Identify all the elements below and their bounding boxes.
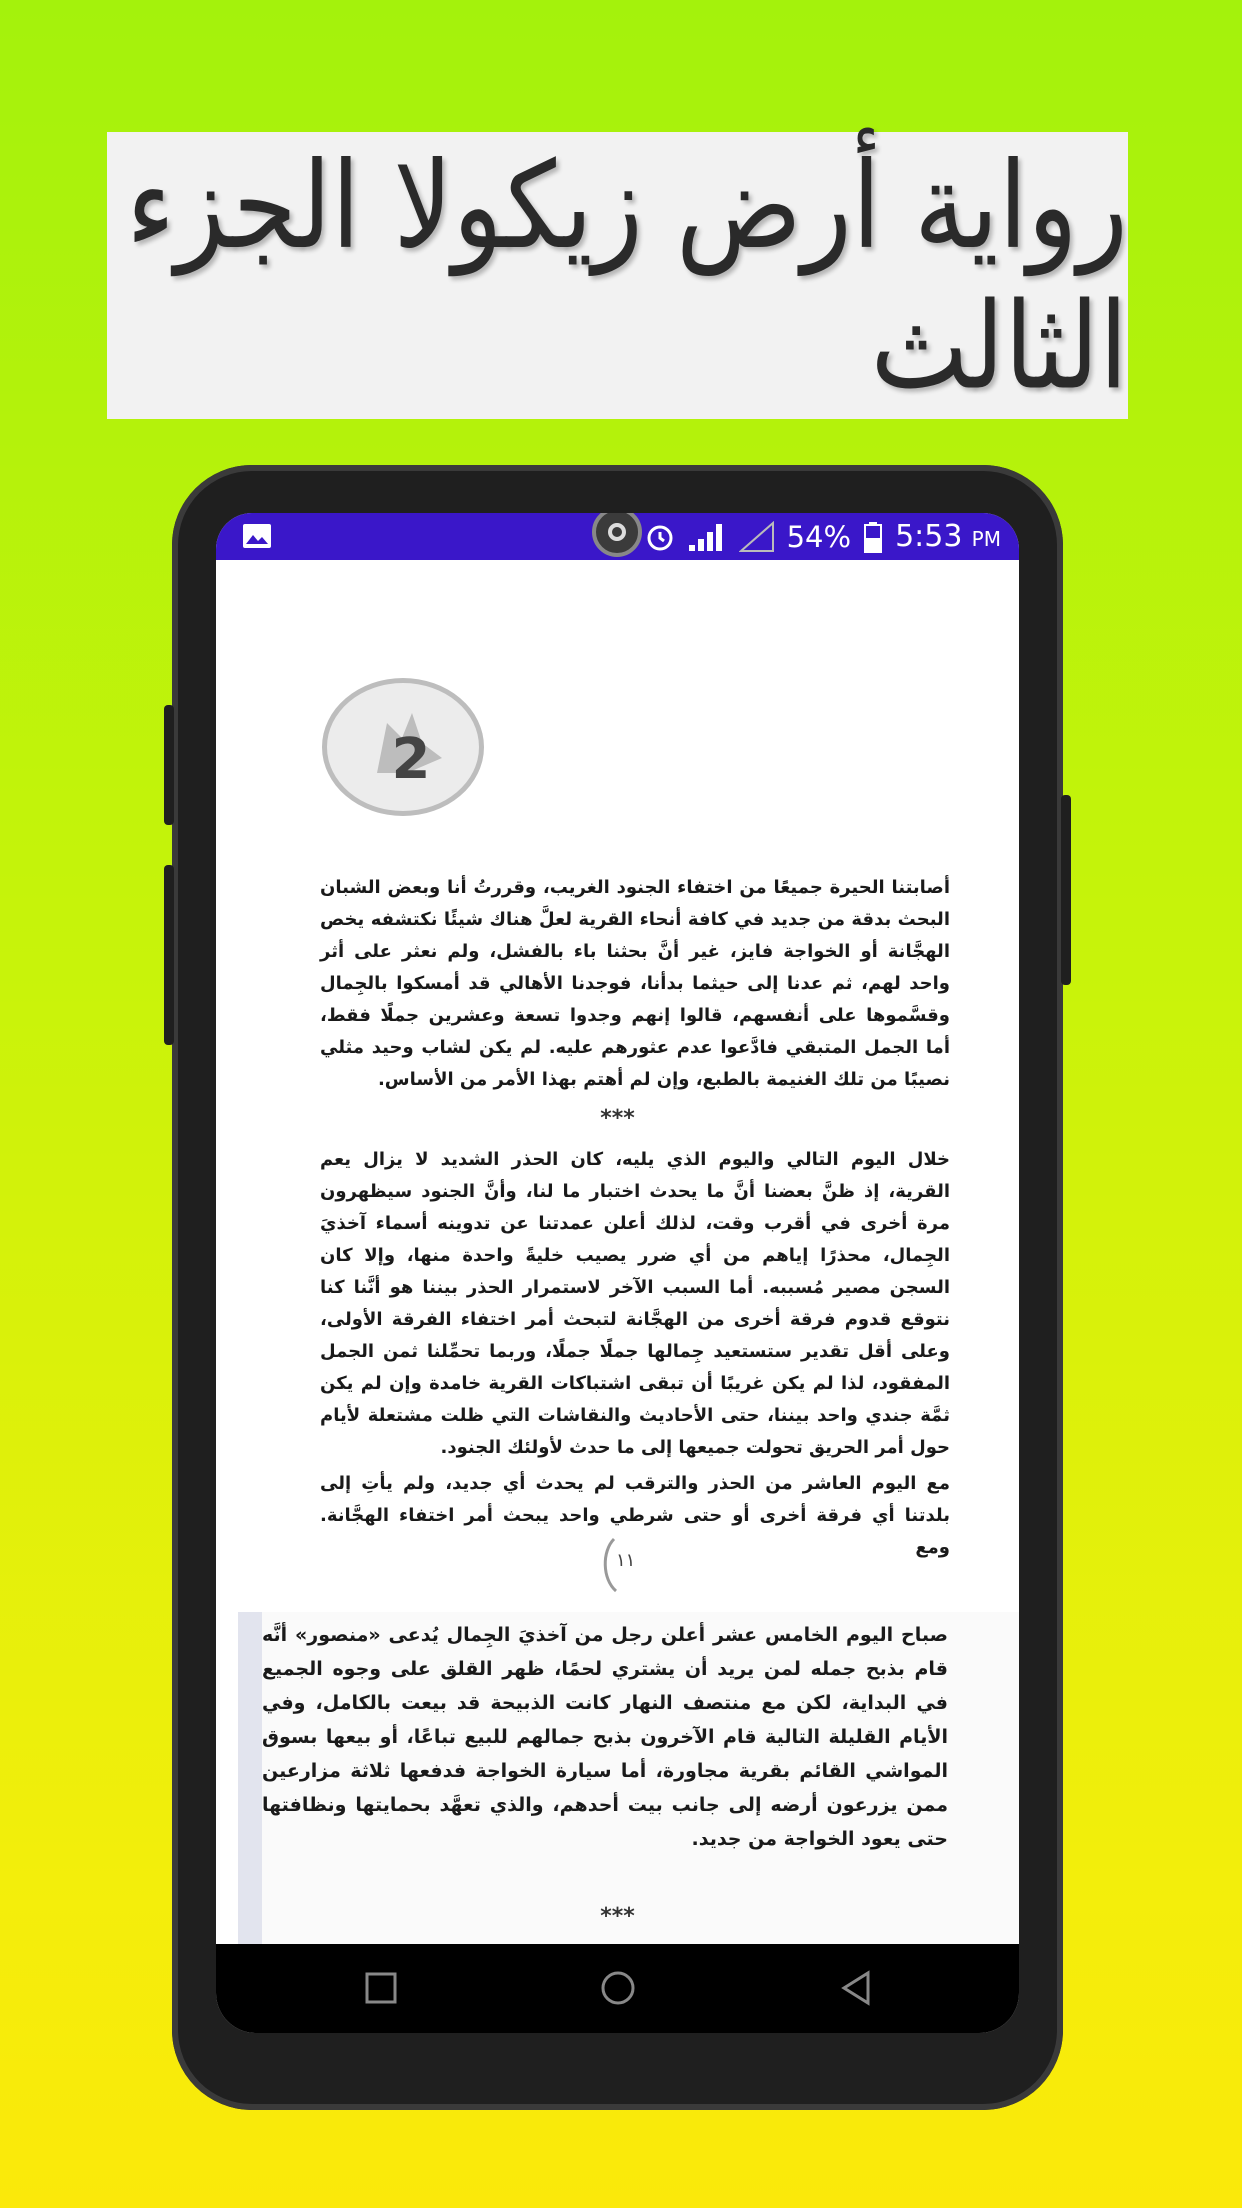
- signal-icon: [687, 521, 727, 553]
- volume-button: [164, 705, 174, 825]
- title-banner: [107, 132, 1128, 419]
- phone-screen: [216, 513, 1019, 2033]
- navigation-bar: [216, 1944, 1019, 2033]
- image-icon: [242, 523, 272, 549]
- chapter-badge: [322, 678, 484, 816]
- paragraph-1: أصابتنا الحيرة جميعًا من اختفاء الجنود الغريب، وقررتُ أنا وبعض الشبان البحث بدقة من جديد في كافة أنحاء القرية لعلَّ هناك شيئًا نكتشفه يخص الهجَّانة أو الخواجة فايز، غير أنَّ بحثنا باء بالفشل، ولم نعثر على أثر واحد لهم، ثم عدنا إلى حيثما بدأنا، فوجدنا الأهالي قد أمسكوا بالجِمال وقسَّموها على أنفسهم، قالوا إنهم وجدوا تسعة وعشرين جملًا فقط، أما الجمل المتبقي فادَّعوا عدم عثورهم عليه. لم يكن لشاب وحيد مثلي نصيبًا من تلك الغنيمة بالطبع، وإن لم أهتم بهذا الأمر من الأساس.: [320, 877, 950, 1090]
- battery-icon: [863, 521, 883, 553]
- back-button[interactable]: [836, 1968, 876, 2008]
- section-separator: ***: [600, 1106, 635, 1131]
- home-button[interactable]: [598, 1968, 638, 2008]
- right-side-button: [1061, 795, 1071, 985]
- status-bar: [216, 513, 1019, 560]
- clock: [895, 519, 1001, 554]
- alarm-icon: [645, 522, 675, 552]
- phone-frame: [172, 465, 1063, 2110]
- book-page[interactable]: [216, 560, 1019, 1944]
- clock-time: 5:53: [895, 519, 963, 554]
- battery-percent: 54%: [786, 519, 852, 554]
- next-section-separator: ***: [600, 1904, 635, 1929]
- paragraph-3: مع اليوم العاشر من الحذر والترقب لم يحدث أي جديد، ولم يأتِ إلى بلدتنا أي فرقة أخرى أو حتى شرطي واحد يبحث أمر اختفاء الهجَّانة. ومع: [320, 1473, 950, 1558]
- page-number: ١١: [616, 1550, 636, 1571]
- chapter-number: 2: [391, 726, 431, 792]
- clock-ampm: PM: [971, 527, 1001, 551]
- front-camera: [592, 513, 642, 557]
- next-page-paragraph: صباح اليوم الخامس عشر أعلن رجل من آخذيَ الجِمال يُدعى «منصور» أنَّه قام بذبح جمله لمن يريد أن يشتري لحمًا، ظهر القلق على وجوه الجميع في البداية، لكن مع منتصف النهار كانت الذبيحة قد بيعت بالكامل، وفي الأيام القليلة التالية قام الآخرون بذبح جمالهم للبيع تباعًا، أو بيعها بسوق المواشي القائم بقرية مجاورة، أما سيارة الخواجة فدفعها ثلاثة مزارعين ممن يزرعون أرضه إلى جانب بيت أحدهم، والذي تعهَّد بحمايتها ونظافتها حتى يعود الخواجة من جديد.: [262, 1624, 948, 1850]
- next-page: [238, 1612, 1019, 1944]
- banner-title: رواية أرض زيكولا الجزء الثالث: [126, 135, 1128, 416]
- status-icons: [645, 513, 1001, 560]
- recents-button[interactable]: [361, 1968, 401, 2008]
- paragraph-2: خلال اليوم التالي واليوم الذي يليه، كان الحذر الشديد لا يزال يعم القرية، إذ ظنَّ بعضنا أنَّ ما يحدث اختبار ما لنا، وأنَّ الجنود سيظهرون مرة أخرى في أقرب وقت، لذلك أعلن عمدتنا عن تدوينه أسماء آخذيَ الجِمال، محذرًا إياهم من أي ضرر يصيب خليةً واحدة منها، وإلا كان السجن مصير مُسببه. أما السبب الآخر لاستمرار الحذر بيننا هو أنَّنا كنا نتوقع قدوم فرقة أخرى من الهجَّانة لتبحث أمر اختفاء الفرقة الأولى، وعلى أقل تقدير ستستعيد جِمالها جملًا جملًا، وربما تحمِّلنا ثمن الجمل المفقود، لذا لم يكن غريبًا أن تبقى اشتباكات القرية خامدة وإن لم يكن ثمَّة جندي واحد بيننا، حتى الأحاديث والنقاشات التي ظلت مشتعلة لأيام حول أمر الحريق تحولت جميعها إلى ما حدث لأولئك الجنود.: [320, 1149, 950, 1458]
- power-button: [164, 865, 174, 1045]
- no-sim-icon: [739, 521, 775, 553]
